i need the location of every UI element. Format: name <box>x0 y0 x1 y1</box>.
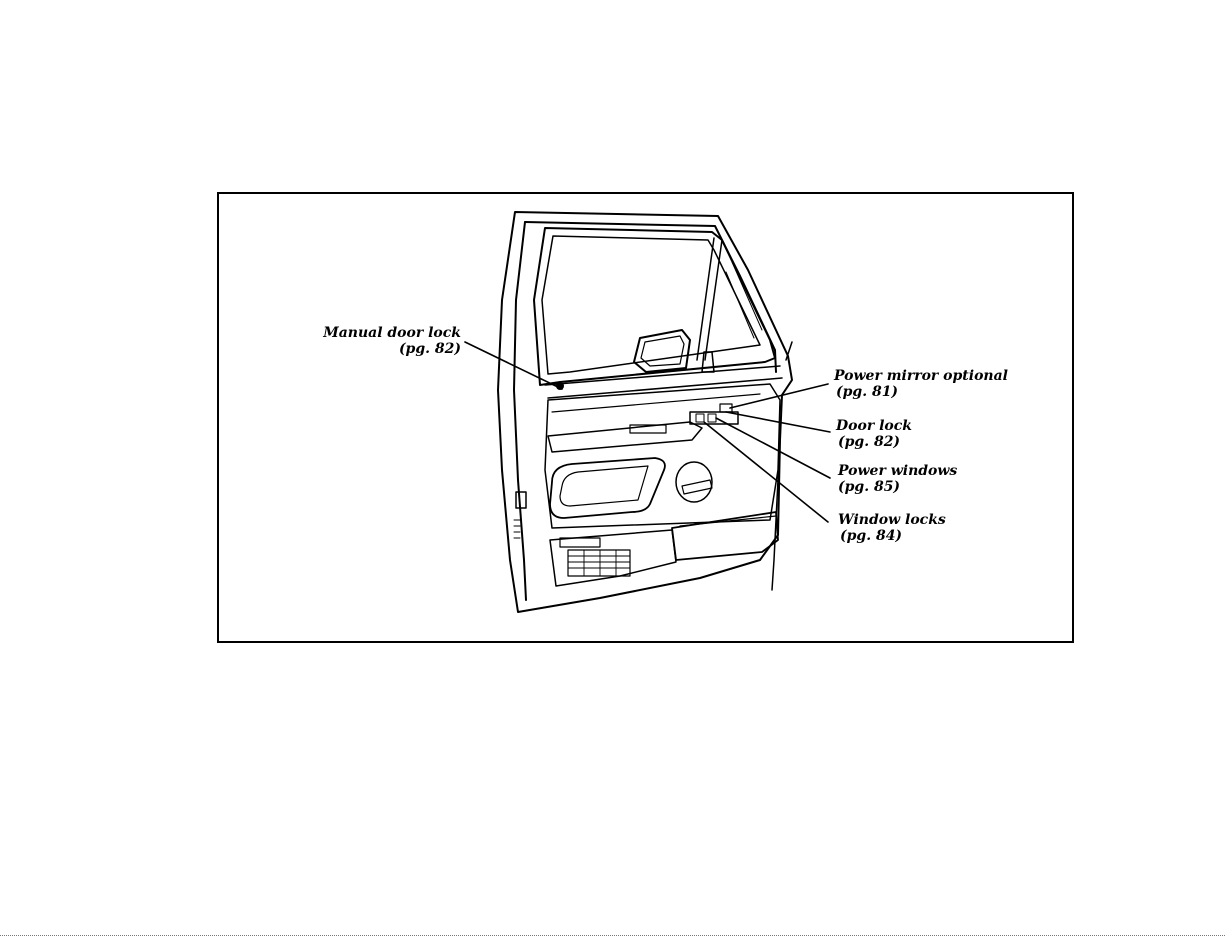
door-pocket <box>672 512 778 560</box>
lower-hinge-lines <box>514 520 520 538</box>
callout-power-windows <box>838 463 957 495</box>
speaker-grille-lines <box>568 550 630 576</box>
callout-title: Door lock <box>836 418 912 434</box>
upper-trim-panel <box>545 384 780 528</box>
bottom-rule <box>0 935 1225 936</box>
upper-trim-line <box>552 394 760 412</box>
callout-title: Power windows <box>838 463 958 479</box>
callout-page: (pg. 84) <box>840 528 903 544</box>
leader-power-windows <box>716 418 830 478</box>
callout-page: (pg. 82) <box>838 434 901 450</box>
callout-page: (pg. 85) <box>838 479 901 495</box>
leader-door-lock <box>726 412 830 432</box>
callout-door-lock <box>836 418 912 450</box>
callout-title: Window locks <box>838 512 946 528</box>
door-inner-edge <box>525 222 776 372</box>
window-glass-inner <box>542 236 760 374</box>
leader-power-mirror <box>730 384 828 408</box>
upper-hinge <box>516 492 526 508</box>
door-frame-left-inner <box>514 222 526 600</box>
callout-page: (pg. 82) <box>398 341 461 357</box>
vent-window-lines <box>726 262 762 338</box>
door-release-handle <box>682 480 712 494</box>
mirror-mount <box>702 352 714 372</box>
callout-page: (pg. 81) <box>836 384 899 400</box>
pull-handle-inner <box>560 466 648 506</box>
door-outer-shell <box>498 212 792 612</box>
door-release-recess <box>676 462 712 502</box>
window-division-bar <box>697 238 722 360</box>
callout-manual-door-lock <box>300 325 461 357</box>
callout-title: Manual door lock <box>323 325 461 341</box>
switch-buttons <box>696 414 716 422</box>
callout-power-mirror <box>834 368 1008 400</box>
speaker-grille <box>568 550 630 576</box>
upper-armrest <box>548 422 702 452</box>
leader-window-locks <box>704 422 828 522</box>
callout-window-locks <box>838 512 946 544</box>
callout-title: Power mirror optional <box>834 368 1008 384</box>
